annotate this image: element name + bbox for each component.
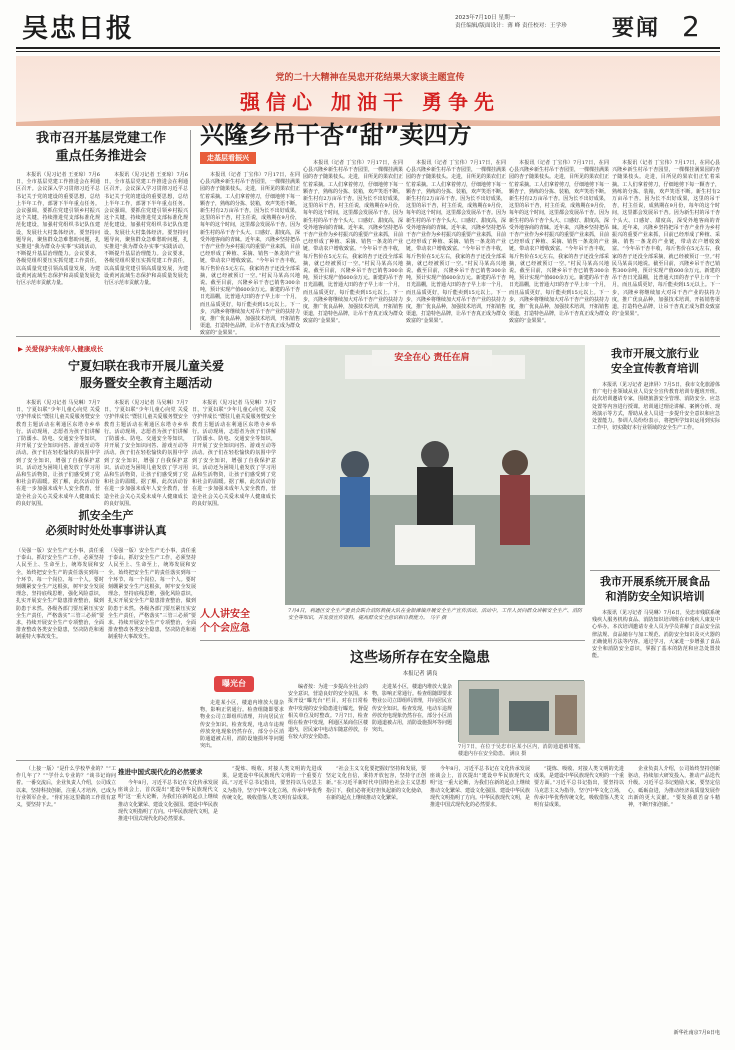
bottom-article-head: 推进中国式现代化的必然要求 (118, 768, 203, 776)
commentary-body-col2: （吴强一版）安全生产无小事，责任重于泰山。抓好安全生产工作，必须坚持人民至上、生命至上，统筹发展和安全，始终把安全生产的责任落实到每一个环节、每一个岗位、每一个人。要时刻绷紧安全生产这根弦，树牢安全发展理念，坚持底线思维，强化风险意识，扎实开展安全生产隐患排查整治，做到防患于未然。各级各部门要压紧压实安全生产责任，严格落实“三管三必须”要求，持续开展安全生产专项整治，全面排查整改各类安全隐患，坚决防范和遏制重特大事故发生。 (108, 548, 196, 641)
training-article-body: 本报讯（见习记者 赵津屏）7月5日，我市文化旅游体育广电行业领域从业人员安全宣传教育培训专题班开班。此次培训邀请专家，围绕旅游安全管理、消防安全、应急处置等内容进行授课。培训通过理论讲解、案例分析、现场演示等方式，帮助从业人员进一步提升安全意识和应急处置能力。参训人员纷纷表示，将把所学知识运用到实际工作中，切实做好本行业领域的安全生产工作。 (592, 382, 720, 432)
commentary-title: 抓安全生产 必须时时处处事事讲认真 (45, 509, 167, 537)
bottom-divider (16, 760, 720, 761)
lead-body-col3: 本报讯（记者 丁宝伟）7月17日，在同心县兴隆乡新生村吊干杏园里，一棵棵挂满果园的杏子随果枝头。走进，目所见的果农们正忙着采摘。工人们拿着剪刀，仔细地剪下每一颗杏子，熟练的分拣、装箱，欢声笑语不断。新生村有2万亩吊干杏。因为长不出好成果，这里的吊干杏，村主任说，成熟期在9月份，每年的这个时间，这里都会发展吊干杏。因为新生村的吊干杏个头大、口感好、甜度高，深受外地客商的青睐。近年来，兴隆乡坚持把吊干杏产业作为乡村振兴的重要产业来抓，目前已经形成了种植、采摘、销售一条龙的产业链，带动农户增收致富。“今年吊干杏丰收，每斤售价在5元左右，我家的杏子还没全部采摘，就已经被预订一空。”村民马某高兴地说。截至目前，兴隆乡吊干杏已销售300余吨，预计实现产值600余万元。新建的吊干杏日光温棚，比普通大田的杏子早上市一个月，而且品质更好，每斤能卖到15元以上。下一步，兴隆乡将继续加大对吊干杏产业的扶持力度，推广优良品种，加强技术培训，开拓销售渠道，打造特色品牌，让吊干杏真正成为群众致富的“金果果”。 (406, 160, 507, 325)
youth-body-col1: 本报讯（见习记者 马吴琳）7月7日，宁夏妇联“少年儿童心向党 关爱守护伴成长”暨驻儿童关爱服务暨安全教育主题活动在利通区东塔寺乡举行。活动现场，志愿者为孩子们讲解了防溺水、防电、交通安全等知识，并开展了安全知识问答、游戏互动等活动。孩子们在轻松愉快的氛围中学到了安全知识，增强了自我保护意识。活动还为困境儿童发放了学习用品和生活物资，让孩子们感受到了党和社会的温暖。据了解，此次活动旨在进一步加强未成年人安全教育，营造全社会关心关爱未成年人健康成长的良好氛围。 (16, 400, 100, 507)
party-article-title: 我市召开基层党建工作 重点任务推进会 (35, 131, 166, 164)
lead-body-col5: 本报讯（记者 丁宝伟）7月17日，在同心县兴隆乡新生村吊干杏园里，一棵棵挂满果园的杏子随果枝头。走进，目所见的果农们正忙着采摘。工人们拿着剪刀，仔细地剪下每一颗杏子，熟练的分拣、装箱，欢声笑语不断。新生村有2万亩吊干杏。因为长不出好成果，这里的吊干杏，村主任说，成熟期在9月份，每年的这个时间，这里都会发展吊干杏。因为新生村的吊干杏个头大、口感好、甜度高，深受外地客商的青睐。近年来，兴隆乡坚持把吊干杏产业作为乡村振兴的重要产业来抓，目前已经形成了种植、采摘、销售一条龙的产业链，带动农户增收致富。“今年吊干杏丰收，每斤售价在5元左右，我家的杏子还没全部采摘，就已经被预订一空。”村民马某高兴地说。截至目前，兴隆乡吊干杏已销售300余吨，预计实现产值600余万元。新建的吊干杏日光温棚，比普通大田的杏子早上市一个月，而且品质更好，每斤能卖到15元以上。下一步，兴隆乡将继续加大对吊干杏产业的扶持力度，推广优良品种，加强技术培训，开拓销售渠道，打造特色品牌，让吊干杏真正成为群众致富的“金果果”。 (612, 160, 720, 318)
safety-banner-text: 安全在心 责任在肩 (372, 350, 492, 366)
safety-photo (285, 345, 585, 605)
page-number: 2 (682, 10, 700, 43)
party-article-body-col2: 本报讯（见习记者 王亚琼）7月6日，全市基层党建工作推进会在利通区召开。会议深入学习贯彻习近平总书记关于党的建设的重要思想，总结上半年工作，部署下半年重点任务。会议强调，要抓住党建引领乡村振兴这个关键，持续推进党支部标准化规范化建设，加强村党组织书记队伍建设，发展壮大村集体经济。要坚持问题导向，聚焦群众急难愁盼问题，扎实推进“我为群众办实事”实践活动，不断提升基层治理能力。会议要求，各级党组织要压实抓党建工作责任，以高质量党建引领高质量发展，为建设黄河流域生态保护和高质量发展先行区示范市贡献力量。 (104, 172, 188, 287)
bottom-body-col3: “提炼、吸收、对接人类文明的先进成果，是建设中华民族现代文明的一个重要方面。”习近平总书记指出，要坚持以马克思主义为指导，坚守中华文化立场，传承中华优秀传统文化，吸收借鉴人类文明有益成果。 (222, 766, 323, 801)
youth-body-col2: 本报讯（见习记者 马吴琳）7月7日，宁夏妇联“少年儿童心向党 关爱守护伴成长”暨驻儿童关爱服务暨安全教育主题活动在利通区东塔寺乡举行。活动现场，志愿者为孩子们讲解了防溺水、防电、交通安全等知识，并开展了安全知识问答、游戏互动等活动。孩子们在轻松愉快的氛围中学到了安全知识，增强了自我保护意识。活动还为困境儿童发放了学习用品和生活物资，让孩子们感受到了党和社会的温暖。据了解，此次活动旨在进一步加强未成年人安全教育，营造全社会关心关爱未成年人健康成长的良好氛围。 (104, 400, 188, 507)
fire-divider (590, 570, 720, 571)
exposure-body-col3: 走进某小区，楼道内堆放大量杂物，影响正常通行。检查组随即要求物业公司立即组织清理，并向居民宣传安全知识。检查发现，电动车违规停放充电现象仍然存在，部分小区消防通道被占用，消防设施损坏等问题突出。 (372, 684, 453, 734)
photo-credit: 马宇 摄 (429, 615, 447, 621)
youth-article-title: 宁夏妇联在我市开展儿童关爱 服务暨安全教育主题活动 (67, 359, 224, 390)
lead-article-title: 兴隆乡吊干杏“甜”卖四方 (200, 121, 472, 149)
exposure-caption: 7月7日，在位于吴忠市区某小区内，消防通道被堵塞，楼道内存在安全隐患。 满良 摄 (458, 744, 584, 757)
fire-article-title: 我市开展系统开展食品 和消防安全知识培训 (600, 575, 710, 603)
exposure-divider (200, 640, 585, 641)
exposure-byline: 本报记者 满良 (402, 671, 438, 677)
exposure-photo-illustration (459, 681, 585, 743)
bottom-body-col2: 今年8月，习近平总书记在文化传承发展座谈会上，首次提出“建设中华民族现代文明”这一重大论断，为我们在新的起点上继续推动文化繁荣、建设文化强国、建设中华民族现代文明指明了方向。中华民族现代文明，是推进中国式现代化的必然要求。 (118, 780, 219, 823)
date-line: 2023年7月10日 星期一 (455, 15, 516, 21)
bottom-article-sign: 新华社南京7月8日电 (673, 1030, 720, 1036)
column-rule (190, 130, 191, 330)
exposure-photo (458, 680, 584, 742)
lead-body-col2: 本报讯（记者 丁宝伟）7月17日，在同心县兴隆乡新生村吊干杏园里，一棵棵挂满果园的杏子随果枝头。走进，目所见的果农们正忙着采摘。工人们拿着剪刀，仔细地剪下每一颗杏子，熟练的分拣、装箱，欢声笑语不断。新生村有2万亩吊干杏。因为长不出好成果，这里的吊干杏，村主任说，成熟期在9月份，每年的这个时间，这里都会发展吊干杏。因为新生村的吊干杏个头大、口感好、甜度高，深受外地客商的青睐。近年来，兴隆乡坚持把吊干杏产业作为乡村振兴的重要产业来抓，目前已经形成了种植、采摘、销售一条龙的产业链，带动农户增收致富。“今年吊干杏丰收，每斤售价在5元左右，我家的杏子还没全部采摘，就已经被预订一空。”村民马某高兴地说。截至目前，兴隆乡吊干杏已销售300余吨，预计实现产值600余万元。新建的吊干杏日光温棚，比普通大田的杏子早上市一个月，而且品质更好，每斤能卖到15元以上。下一步，兴隆乡将继续加大对吊干杏产业的扶持力度，推广优良品种，加强技术培训，开拓销售渠道，打造特色品牌，让吊干杏真正成为群众致富的“金果果”。 (303, 160, 404, 325)
training-article-title: 我市开展文旅行业 安全宣传教育培训 (611, 347, 699, 375)
newspaper-logo: 吴忠日报 (22, 14, 135, 44)
party-article-body-col1: 本报讯（见习记者 王亚琼）7月6日，全市基层党建工作推进会在利通区召开。会议深入学习贯彻习近平总书记关于党的建设的重要思想，总结上半年工作，部署下半年重点任务。会议强调，要抓住党建引领乡村振兴这个关键，持续推进党支部标准化规范化建设，加强村党组织书记队伍建设，发展壮大村集体经济。要坚持问题导向，聚焦群众急难愁盼问题，扎实推进“我为群众办实事”实践活动，不断提升基层治理能力。会议要求，各级党组织要压实抓党建工作责任，以高质量党建引领高质量发展，为建设黄河流域生态保护和高质量发展先行区示范市贡献力量。 (16, 172, 100, 287)
exposure-body-col1: 走进某小区，楼道内堆放大量杂物，影响正常通行。检查组随即要求物业公司立即组织清理，并向居民宣传安全知识。检查发现，电动车违规停放充电现象仍然存在，部分小区消防通道被占用，消防设施损坏等问题突出。 (200, 700, 284, 750)
banner-main-title: 强信心 加油干 勇争先 (240, 90, 500, 114)
commentary-body-col1: （吴强一版）安全生产无小事，责任重于泰山。抓好安全生产工作，必须坚持人民至上、生命至上，统筹发展和安全，始终把安全生产的责任落实到每一个环节、每一个岗位、每一个人。要时刻绷紧安全生产这根弦，树牢安全发展理念，坚持底线思维，强化风险意识，扎实开展安全生产隐患排查整治，做到防患于未然。各级各部门要压紧压实安全生产责任，严格落实“三管三必须”要求，持续开展安全生产专项整治，全面排查整改各类安全隐患，坚决防范和遏制重特大事故发生。 (16, 548, 104, 641)
editor-line: 责任编辑/版面设计：薄 峰 责任校对：王学珍 (455, 23, 567, 29)
bottom-body-col7: 企业负责人介绍，公司始终坚持创新驱动，持续加大研发投入，推动产品迭代升级。习近平总书记勉励大家，要坚定信心，砥砺奋进，为推动经济高质量发展作出新的更大贡献。“要发扬艰苦奋斗精神，不断开拓创新。” (628, 766, 720, 809)
lead-body-col1: 本报讯（记者 丁宝伟）7月17日，在同心县兴隆乡新生村吊干杏园里，一棵棵挂满果园的杏子随果枝头。走进，目所见的果农们正忙着采摘。工人们拿着剪刀，仔细地剪下每一颗杏子，熟练的分拣、装箱，欢声笑语不断。新生村有2万亩吊干杏。因为长不出好成果，这里的吊干杏，村主任说，成熟期在9月份，每年的这个时间，这里都会发展吊干杏。因为新生村的吊干杏个头大、口感好、甜度高，深受外地客商的青睐。近年来，兴隆乡坚持把吊干杏产业作为乡村振兴的重要产业来抓，目前已经形成了种植、采摘、销售一条龙的产业链，带动农户增收致富。“今年吊干杏丰收，每斤售价在5元左右，我家的杏子还没全部采摘，就已经被预订一空。”村民马某高兴地说。截至目前，兴隆乡吊干杏已销售300余吨，预计实现产值600余万元。新建的吊干杏日光温棚，比普通大田的杏子早上市一个月，而且品质更好，每斤能卖到15元以上。下一步，兴隆乡将继续加大对吊干杏产业的扶持力度，推广优良品种，加强技术培训，开拓销售渠道，打造特色品牌，让吊干杏真正成为群众致富的“金果果”。 (200, 172, 301, 337)
arrow-icon: ▶ (18, 345, 26, 353)
banner-subtitle: 党的二十大精神在吴忠开花结果大家谈主题宣传 (275, 73, 465, 83)
exposure-body-col2: 编者按：为进一步提高全社会的安全意识，营造良好的安全氛围，本报开设“曝光台”栏目，对在日常检查中发现的安全隐患进行曝光，督促相关单位及时整改。7月7日，检查组在检查中发现，利通区某商住区楼道内，居民家中电动车随意停放，存在较大的安全隐患。 (288, 684, 369, 741)
youth-section-label: ▶ 关爱保护未成年人健康成长 (18, 345, 104, 353)
youth-body-col3: 本报讯（见习记者 马吴琳）7月7日，宁夏妇联“少年儿童心向党 关爱守护伴成长”暨驻儿童关爱服务暨安全教育主题活动在利通区东塔寺乡举行。活动现场，志愿者为孩子们讲解了防溺水、防电、交通安全等知识，并开展了安全知识问答、游戏互动等活动。孩子们在轻松愉快的氛围中学到了安全知识，增强了自我保护意识。活动还为困境儿童发放了学习用品和生活物资，让孩子们感受到了党和社会的温暖。据了解，此次活动旨在进一步加强未成年人安全教育，营造全社会关心关爱未成年人健康成长的良好氛围。 (192, 400, 276, 507)
lead-kicker-tag: 走基层看振兴 (200, 152, 256, 164)
bottom-body-col1: （上接一版）“是什么学校毕业的？”“工作几年了？”“学什么专业的？”谈书记询问着。一番交流后，企业负责人介绍，公司成立以来，坚持科技创新，注重人才培养，已成为行业领军企业。“你们在这里做的工作很有意义，要坚持下去。” (16, 766, 117, 809)
safety-photo-illustration (285, 345, 585, 605)
header-rule (16, 47, 720, 49)
photo-slogan: 人人讲安全 个个会应急 (200, 609, 250, 634)
photo-caption: 7月4日，利通区安全生产委员会联合消防救援大队在金银滩镇开展安全生产宣传活动。活动中，工作人员向群众讲解安全生产、消防安全等知识，并发放宣传资料，提高群众安全意识和自救能力。 马宇 摄 (288, 608, 582, 621)
exposure-title: 这些场所存在安全隐患 (350, 650, 490, 666)
exposure-credit: 满良 摄 (509, 751, 527, 757)
header-rule-thin (16, 51, 720, 52)
lead-body-col4: 本报讯（记者 丁宝伟）7月17日，在同心县兴隆乡新生村吊干杏园里，一棵棵挂满果园的杏子随果枝头。走进，目所见的果农们正忙着采摘。工人们拿着剪刀，仔细地剪下每一颗杏子，熟练的分拣、装箱，欢声笑语不断。新生村有2万亩吊干杏。因为长不出好成果，这里的吊干杏，村主任说，成熟期在9月份，每年的这个时间，这里都会发展吊干杏。因为新生村的吊干杏个头大、口感好、甜度高，深受外地客商的青睐。近年来，兴隆乡坚持把吊干杏产业作为乡村振兴的重要产业来抓，目前已经形成了种植、采摘、销售一条龙的产业链，带动农户增收致富。“今年吊干杏丰收，每斤售价在5元左右，我家的杏子还没全部采摘，就已经被预订一空。”村民马某高兴地说。截至目前，兴隆乡吊干杏已销售300余吨，预计实现产值600余万元。新建的吊干杏日光温棚，比普通大田的杏子早上市一个月，而且品质更好，每斤能卖到15元以上。下一步，兴隆乡将继续加大对吊干杏产业的扶持力度，推广优良品种，加强技术培训，开拓销售渠道，打造特色品牌，让吊干杏真正成为群众致富的“金果果”。 (509, 160, 610, 325)
section-divider (16, 336, 720, 337)
bottom-body-col4: “社会主义文化要把握好坚持和发展，要坚定文化自信，秉持开放包容，坚持守正创新。”在习近平新时代中国特色社会主义思想指引下，我们必将更好担负起新的文化使命，在新的起点上继续推动文化繁荣。 (326, 766, 427, 801)
section-title: 要闻 (612, 15, 661, 41)
bottom-body-col5: 今年8月，习近平总书记在文化传承发展座谈会上，首次提出“建设中华民族现代文明”这一重大论断，为我们在新的起点上继续推动文化繁荣、建设文化强国、建设中华民族现代文明指明了方向。中华民族现代文明，是推进中国式现代化的必然要求。 (430, 766, 531, 809)
bottom-body-col6: “提炼、吸收、对接人类文明的先进成果，是建设中华民族现代文明的一个重要方面。”习近平总书记指出，要坚持以马克思主义为指导，坚守中华文化立场，传承中华优秀传统文化，吸收借鉴人类文明有益成果。 (534, 766, 625, 809)
exposure-tag: 曝光台 (214, 676, 254, 692)
fire-article-body: 本报讯（见习记者 马昊琳）7月6日，吴忠市残联系统残疾人服务机构食品、消防知识培训班在市残疾人康复中心举办。本次培训邀请专业人员为学员讲解了食品安全法律法规、食品储存与加工规范、消防安全知识及灭火器的正确使用方法等内容。通过学习，大家进一步增强了食品安全和消防安全意识，掌握了基本的防范和应急处置技能。 (592, 610, 720, 660)
masthead-meta (455, 14, 605, 30)
